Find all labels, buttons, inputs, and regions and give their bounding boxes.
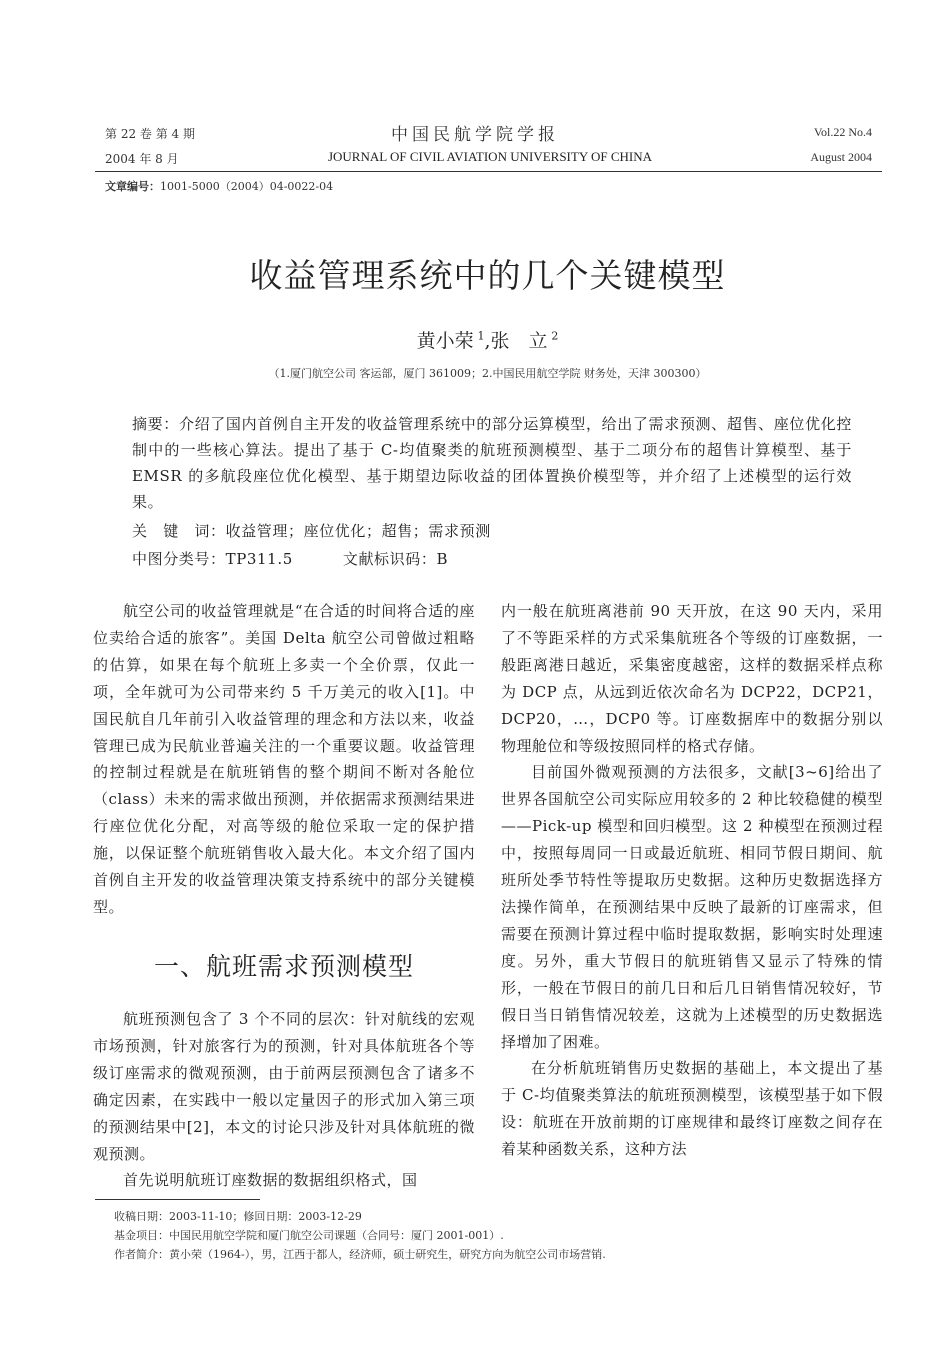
abstract: 摘要：介绍了国内首例自主开发的收益管理系统中的部分运算模型，给出了需求预测、超售、座位优化控制中的一些核心算法。提出了基于 C-均值聚类的航班预测模型、基于二项分布的超售计算模型、基于 EMSR 的多航段座位优化模型、基于期望边际收益的团体置换价模型等，并介绍了上述模型的运行效果。	[132, 415, 852, 511]
footnote-received: 收稿日期：2003-11-10；修回日期：2003-12-29	[114, 1210, 362, 1223]
paragraph: 目前国外微观预测的方法很多，文献[3~6]给出了世界各国航空公司实际应用较多的 2 种比较稳健的模型——Pick-up 模型和回归模型。这 2 种模型在预测过程中，按照每周同一日或最近航班、相同节假日期间、航班所处季节特性等提取历史数据。这种历史数据选择方法操作简单，在预测结果中反映了最新的订座需求，但需要在预测计算过程中临时提取数据，影响实时处理速度。另外，重大节假日的航班销售又显示了特殊的情形，一般在节假日的前几日和后几日销售情况较好，节假日当日销售情况较差，这就为上述模型的历史数据选择增加了困难。	[501, 763, 883, 1051]
clc-number: 中图分类号：TP311.5	[132, 550, 293, 568]
paragraph: 在分析航班销售历史数据的基础上，本文提出了基于 C-均值聚类算法的航班预测模型，该模型基于如下假设：航班在开放前期的订座规律和最终订座数之间存在着某种函数关系，这种方法	[501, 1059, 883, 1159]
footnote-author-bio: 作者简介：黄小荣（1964-），男，江西于都人，经济师，硕士研究生，研究方向为航空公司市场营销.	[114, 1248, 606, 1261]
author-2-affil-mark: 2	[551, 329, 559, 343]
section-heading: 一、航班需求预测模型	[153, 952, 414, 981]
authors	[0, 326, 950, 353]
footnote-rule	[95, 1199, 260, 1200]
document-code: 文献标识码：B	[342, 550, 449, 568]
paragraph: 航班预测包含了 3 个不同的层次：针对航线的宏观市场预测，针对旅客行为的预测，针对具体航班各个等级订座需求的微观预测，由于前两层预测包含了诸多不确定因素，在实践中一般以定量因子的形式加入第三项的预测结果中[2]，本文的讨论只涉及针对具体航班的微观预测。	[93, 1010, 475, 1163]
article-number	[105, 178, 333, 194]
paragraph: 内一般在航班离港前 90 天开放，在这 90 天内，采用了不等距采样的方式采集航班各个等级的订座数据，一般距离港日越近，采集密度越密，这样的数据采样点称为 DCP 点，从远到近依次命名为 DCP22，DCP21，DCP20，…，DCP0 等。订座数据库中的数据分别以物理舱位和等级按照同样的格式存储。	[501, 602, 883, 755]
author-1-affil-mark: 1	[477, 329, 485, 343]
header-volume-en: Vol.22 No.4	[813, 125, 872, 139]
author-2: 张 立	[490, 330, 548, 352]
author-separator: ,	[484, 330, 491, 352]
article-number-value: 1001-5000（2004）04-0022-04	[160, 180, 334, 193]
paragraph: 首先说明航班订座数据的数据组织格式，国	[123, 1171, 418, 1190]
article-number-label: 文章编号：	[105, 180, 160, 193]
intro-text	[93, 598, 475, 921]
section-1-text	[93, 1006, 475, 1194]
journal-title-cn: 中国民航学院学报	[391, 125, 559, 145]
keywords: 关 键 词：收益管理；座位优化；超售；需求预测	[132, 522, 491, 540]
author-1: 黄小荣	[416, 330, 474, 352]
paragraph: 航空公司的收益管理就是“在合适的时间将合适的座位卖给合适的旅客”。美国 Delta 航空公司曾做过粗略的估算，如果在每个航班上多卖一个全价票，仅此一项，全年就可为公司带来约 5 千万美元的收入[1]。中国民航自几年前引入收益管理的理念和方法以来，收益管理已成为民航业普遍关注的一个重要议题。收益管理的控制过程就是在航班销售的整个期间不断对各舱位（class）未来的需求做出预测，并依据需求预测结果进行座位优化分配，对高等级的舱位采取一定的保护措施，以保证整个航班销售收入最大化。本文介绍了国内首例自主开发的收益管理决策支持系统中的部分关键模型。	[93, 602, 475, 916]
header-date-en: August 2004	[810, 150, 872, 164]
footnote-fund: 基金项目：中国民用航空学院和厦门航空公司课题（合同号：厦门 2001-001）.	[114, 1229, 504, 1242]
classification	[132, 546, 852, 572]
header-rule	[95, 171, 882, 172]
header-date-cn: 2004 年 8 月	[105, 152, 179, 166]
header-volume-cn: 第 22 卷 第 4 期	[105, 127, 195, 141]
affiliation: （1.厦门航空公司 客运部，厦门 361009；2.中国民用航空学院 财务处，天津 300300）	[268, 367, 707, 380]
right-column	[501, 598, 883, 1163]
paper-title: 收益管理系统中的几个关键模型	[249, 256, 726, 295]
journal-title-en: JOURNAL OF CIVIL AVIATION UNIVERSITY OF CHINA	[327, 149, 653, 164]
